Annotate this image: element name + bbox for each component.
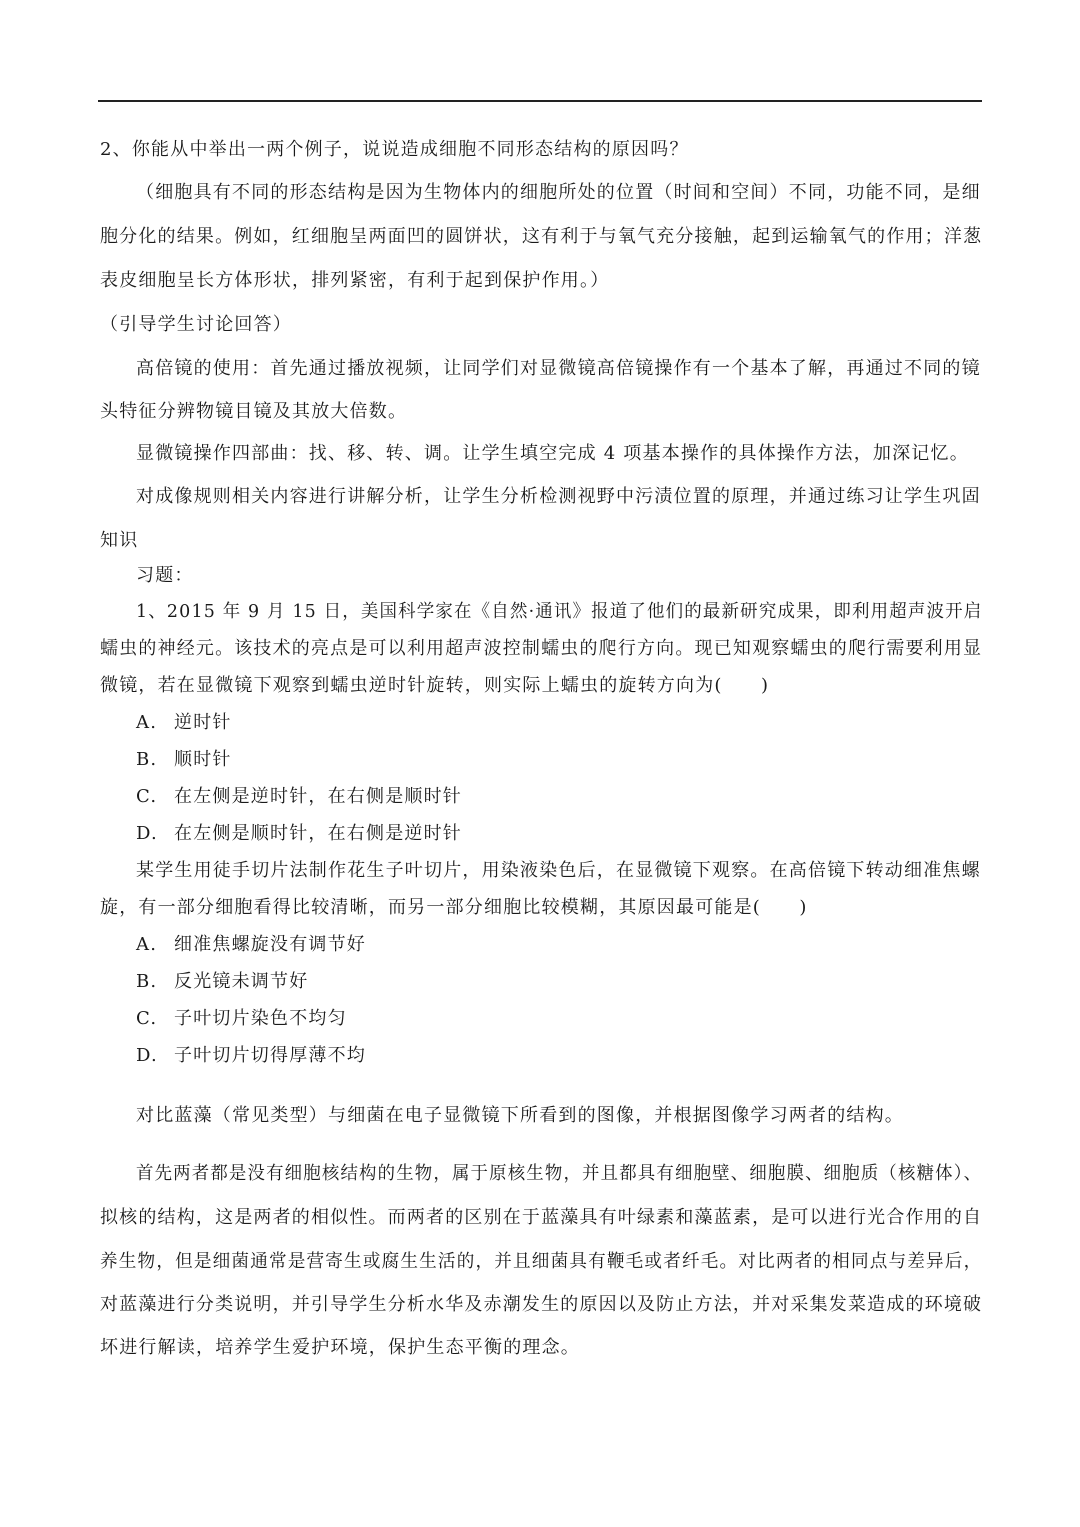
high-power-line-2: 头特征分辨物镜目镜及其放大倍数。: [100, 401, 408, 422]
option-letter: C.: [136, 786, 158, 807]
comparison-line-1: 首先两者都是没有细胞核结构的生物，属于原核生物，并且都具有细胞壁、细胞膜、细胞质（核糖体）、: [136, 1163, 983, 1184]
option-letter: B.: [136, 971, 158, 992]
exercise-2-stem-line-2: 旋，有一部分细胞看得比较清晰，而另一部分细胞比较模糊，其原因最可能是( ): [100, 897, 808, 918]
answer-2-line-1: （细胞具有不同的形态结构是因为生物体内的细胞所处的位置（时间和空间）不同，功能不同，是细: [136, 182, 981, 203]
question-2: 2、你能从中举出一两个例子，说说造成细胞不同形态结构的原因吗？: [100, 139, 689, 160]
comparison-intro: 对比蓝藻（常见类型）与细菌在电子显微镜下所看到的图像，并根据图像学习两者的结构。: [136, 1105, 904, 1126]
exercise-1-stem-line-1: 1、2015 年 9 月 15 日，美国科学家在《自然·通讯》报道了他们的最新研究成果，即利用超声波开启: [136, 601, 983, 622]
answer-2-line-3: 表皮细胞呈长方体形状，排列紧密，有利于起到保护作用。）: [100, 270, 610, 291]
option-text: 子叶切片切得厚薄不均: [174, 1045, 366, 1066]
exercise-label: 习题：: [136, 565, 194, 586]
option-text: 在左侧是顺时针，在右侧是逆时针: [174, 823, 462, 844]
guide-note: （引导学生讨论回答）: [100, 314, 292, 335]
option-text: 在左侧是逆时针，在右侧是顺时针: [174, 786, 462, 807]
imaging-rule-line-2: 知识: [100, 530, 139, 551]
option-text: 顺时针: [174, 749, 232, 770]
option-letter: C.: [136, 1008, 158, 1029]
comparison-line-4: 对蓝藻进行分类说明，并引导学生分析水华及赤潮发生的原因以及防止方法，并对采集发菜造成的环境破: [100, 1294, 983, 1315]
exercise-1-option-c: [136, 784, 462, 810]
exercise-2-option-d: [136, 1043, 366, 1069]
option-text: 逆时针: [174, 712, 232, 733]
option-letter: D.: [136, 823, 158, 844]
high-power-line-1: 高倍镜的使用：首先通过播放视频，让同学们对显微镜高倍镜操作有一个基本了解，再通过不同的镜: [136, 358, 981, 379]
comparison-line-3: 养生物，但是细菌通常是营寄生或腐生生活的，并且细菌具有鞭毛或者纤毛。对比两者的相同点与差异后，: [100, 1251, 983, 1272]
answer-2-line-2: 胞分化的结果。例如，红细胞呈两面凹的圆饼状，这有利于与氧气充分接触，起到运输氧气的作用；洋葱: [100, 226, 983, 247]
option-text: 细准焦螺旋没有调节好: [174, 934, 366, 955]
exercise-2-option-a: [136, 932, 366, 958]
exercise-2-stem-line-1: 某学生用徒手切片法制作花生子叶切片，用染液染色后，在显微镜下观察。在高倍镜下转动细准焦螺: [136, 860, 981, 881]
four-steps-paragraph: 显微镜操作四部曲：找、移、转、调。让学生填空完成 4 项基本操作的具体操作方法，加深记忆。: [136, 443, 969, 464]
header-rule: [98, 100, 982, 102]
exercise-1-stem-line-3: 微镜，若在显微镜下观察到蠕虫逆时针旋转，则实际上蠕虫的旋转方向为( ): [100, 675, 770, 696]
option-text: 反光镜未调节好: [174, 971, 309, 992]
option-letter: B.: [136, 749, 158, 770]
comparison-line-2: 拟核的结构，这是两者的相似性。而两者的区别在于蓝藻具有叶绿素和藻蓝素，是可以进行光合作用的自: [100, 1207, 983, 1228]
exercise-1-option-a: [136, 710, 232, 736]
exercise-2-option-c: [136, 1006, 347, 1032]
option-letter: A.: [136, 712, 158, 733]
imaging-rule-line-1: 对成像规则相关内容进行讲解分析，让学生分析检测视野中污渍位置的原理，并通过练习让学生巩固: [136, 486, 981, 507]
exercise-1-option-b: [136, 747, 232, 773]
option-letter: A.: [136, 934, 158, 955]
comparison-line-5: 坏进行解读，培养学生爱护环境，保护生态平衡的理念。: [100, 1337, 580, 1358]
exercise-2-option-b: [136, 969, 308, 995]
exercise-1-option-d: [136, 821, 462, 847]
option-text: 子叶切片染色不均匀: [174, 1008, 347, 1029]
exercise-1-stem-line-2: 蠕虫的神经元。该技术的亮点是可以利用超声波控制蠕虫的爬行方向。现已知观察蠕虫的爬行需要利用显: [100, 638, 983, 659]
option-letter: D.: [136, 1045, 158, 1066]
